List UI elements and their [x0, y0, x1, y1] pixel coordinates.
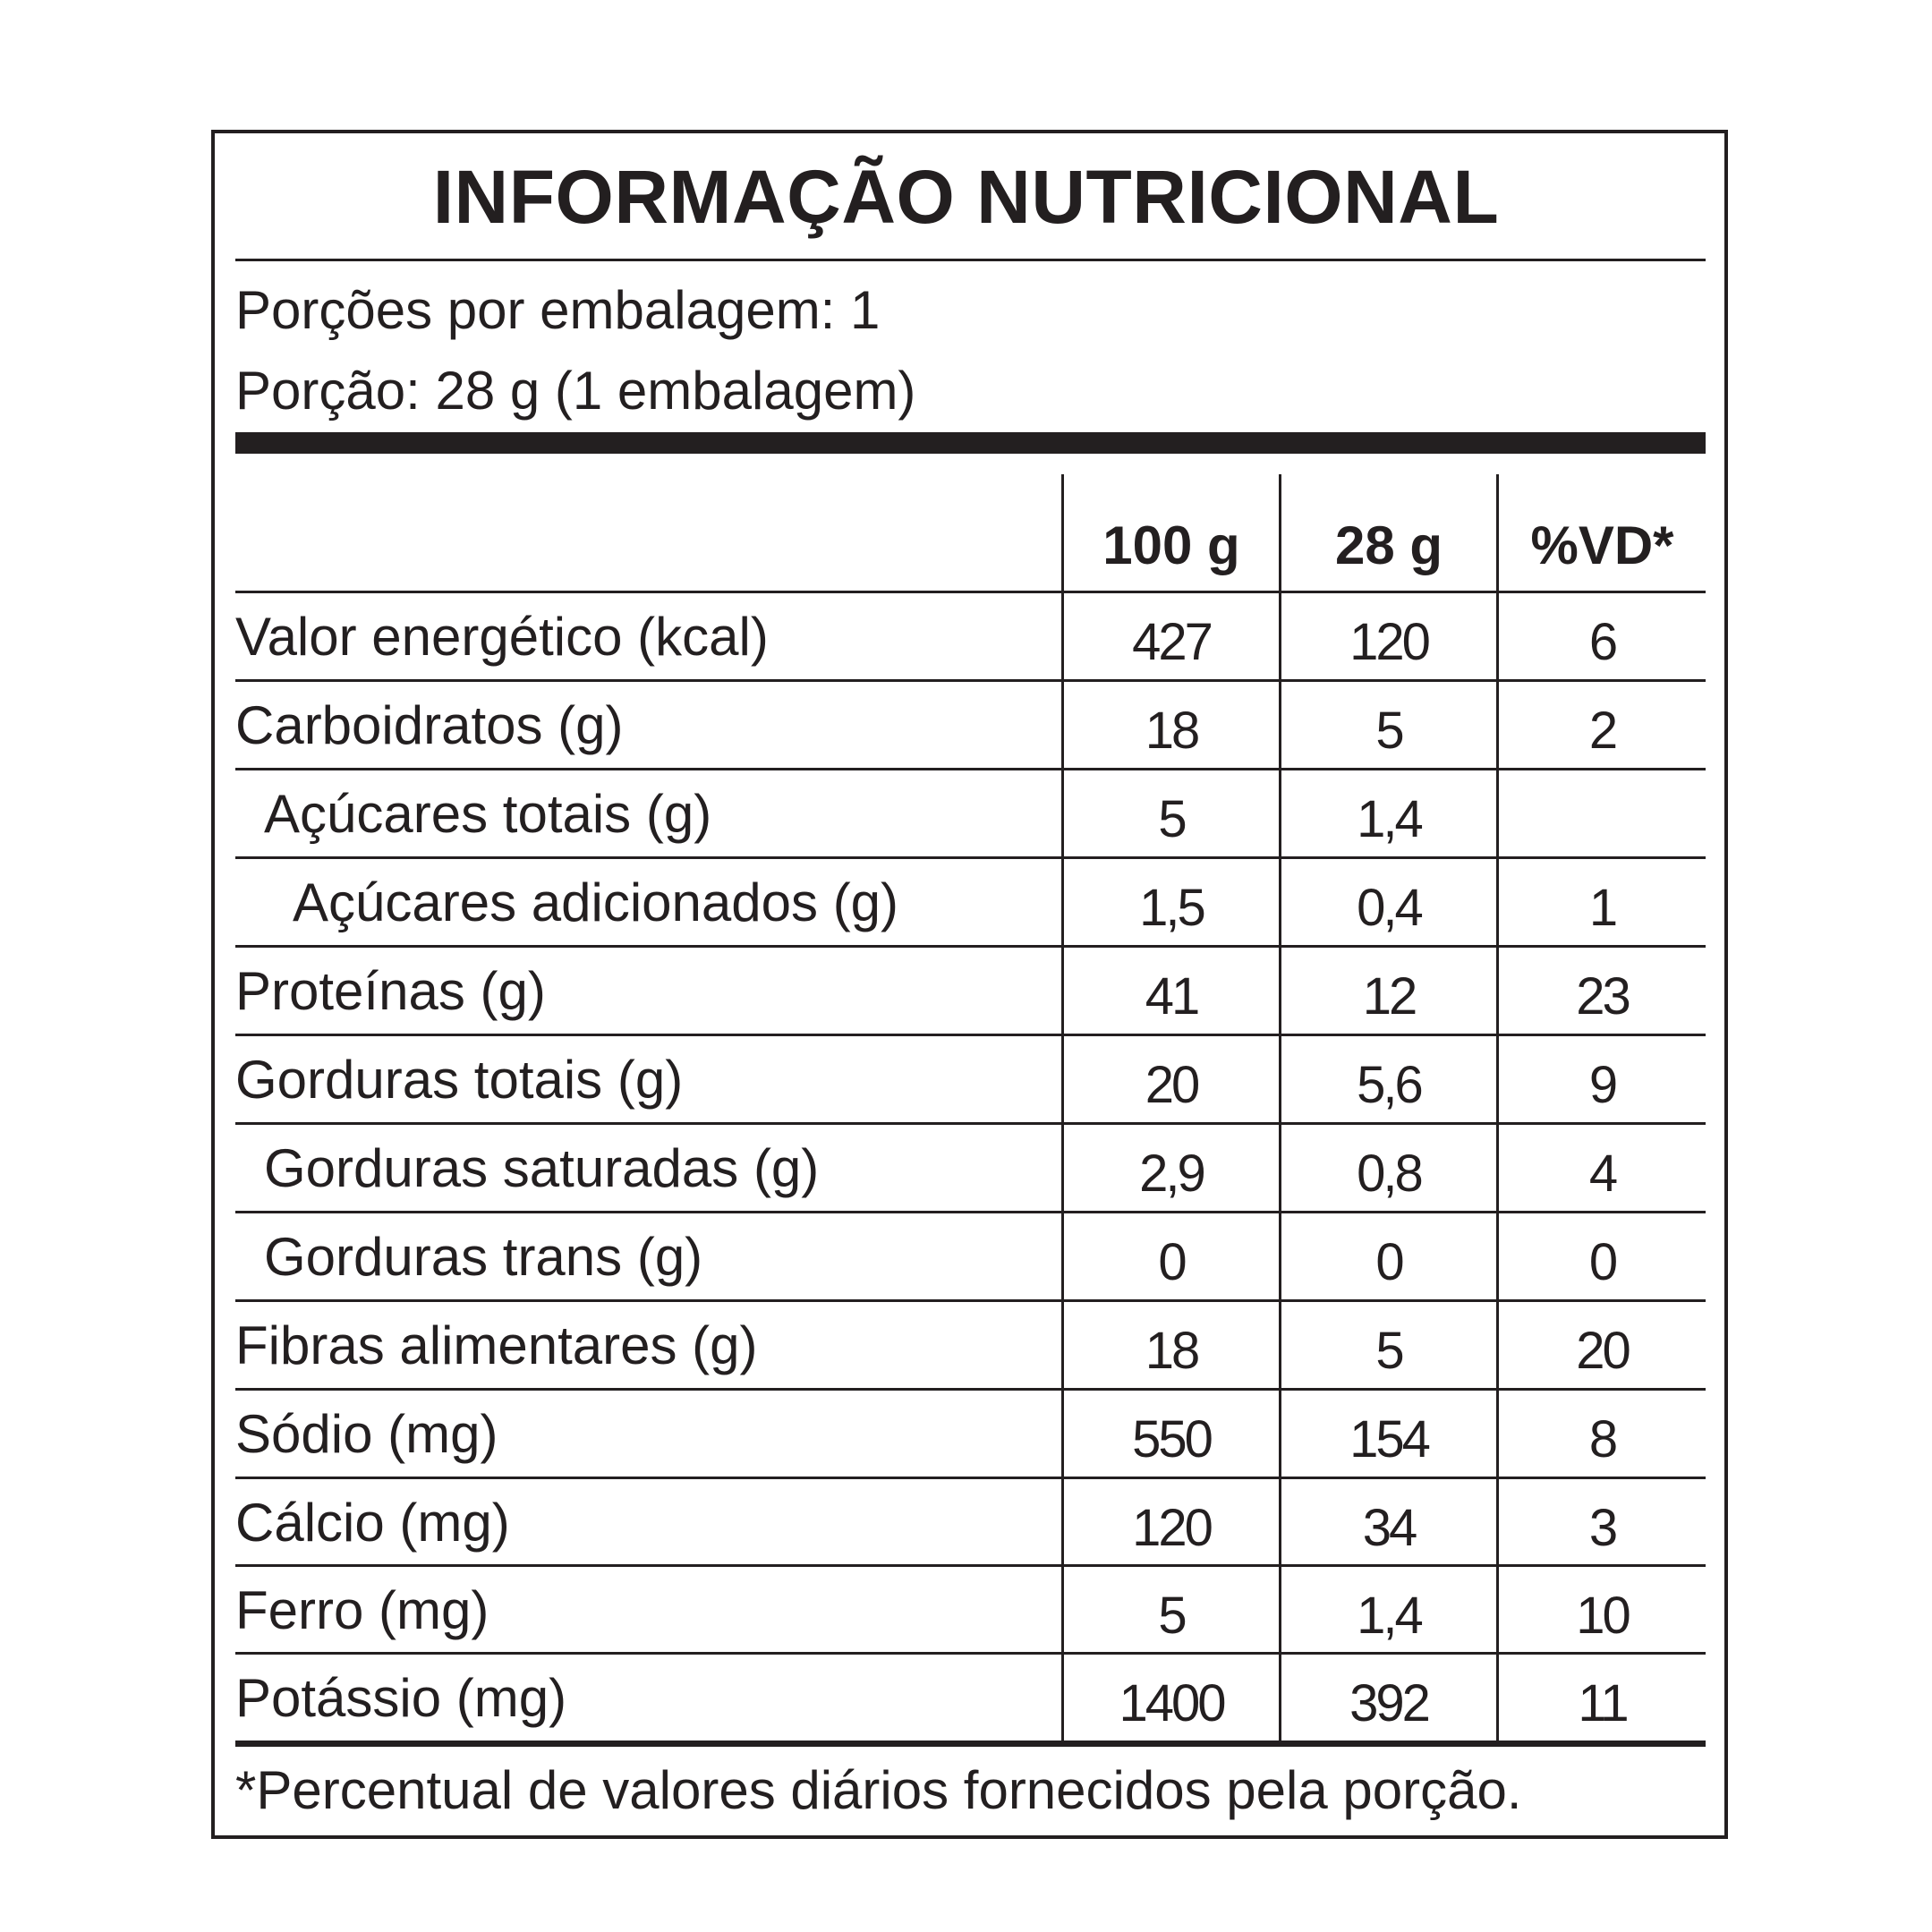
title-divider: [235, 259, 1706, 261]
percent-daily-value: 8: [1588, 1409, 1616, 1468]
value-per-portion: 0,8: [1357, 1144, 1421, 1203]
value-per-100g: 41: [1145, 966, 1198, 1026]
percent-daily-value: 0: [1588, 1232, 1616, 1291]
table-row: [0, 948, 1932, 1035]
table-row: [0, 682, 1932, 770]
nutrient-name: Carboidratos (g): [235, 695, 624, 755]
table-row: [0, 1302, 1932, 1390]
value-per-100g: 120: [1132, 1498, 1211, 1557]
serving-divider: [235, 432, 1706, 454]
nutrient-name: Sódio (mg): [235, 1404, 498, 1464]
table-row: [0, 770, 1932, 858]
table-row: [0, 1213, 1932, 1301]
percent-daily-value: 11: [1578, 1673, 1627, 1732]
value-per-portion: 5,6: [1357, 1055, 1421, 1114]
value-per-100g: 18: [1145, 701, 1198, 760]
table-row: [0, 1479, 1932, 1567]
value-per-100g: 1400: [1119, 1673, 1224, 1732]
nutrient-name: Gorduras saturadas (g): [264, 1138, 820, 1198]
value-per-portion: 120: [1349, 612, 1428, 671]
table-row: [0, 859, 1932, 947]
column-header-100g: 100 g: [1102, 515, 1240, 575]
table-row: [0, 1391, 1932, 1478]
column-header-vd: %VD*: [1530, 515, 1674, 575]
label-title: INFORMAÇÃO NUTRICIONAL: [432, 155, 1500, 239]
percent-daily-value: 6: [1588, 612, 1616, 671]
percent-daily-value: 10: [1576, 1586, 1629, 1645]
table-bottom-rule: [235, 1741, 1706, 1747]
column-header-portion: 28 g: [1334, 515, 1443, 575]
value-per-portion: 12: [1362, 966, 1416, 1026]
table-row: [0, 1125, 1932, 1213]
nutrient-name: Cálcio (mg): [235, 1493, 510, 1553]
value-per-100g: 0: [1158, 1232, 1185, 1291]
percent-daily-value: 9: [1588, 1055, 1616, 1114]
value-per-portion: 1,4: [1357, 1586, 1421, 1645]
nutrient-name: Gorduras trans (g): [264, 1227, 703, 1287]
value-per-portion: 154: [1349, 1409, 1428, 1468]
nutrient-name: Ferro (mg): [235, 1580, 489, 1640]
portion-size: Porção: 28 g (1 embalagem): [235, 361, 916, 421]
percent-daily-value: 2: [1588, 701, 1616, 760]
value-per-portion: 5: [1375, 701, 1402, 760]
portions-per-package: Porções por embalagem: 1: [235, 280, 881, 340]
nutrient-name: Valor energético (kcal): [235, 607, 769, 667]
value-per-portion: 1,4: [1357, 789, 1421, 848]
value-per-100g: 1,5: [1139, 878, 1204, 937]
percent-daily-value: 1: [1588, 878, 1616, 937]
percent-daily-value: 23: [1576, 966, 1629, 1026]
value-per-100g: 18: [1145, 1321, 1198, 1380]
footnote: *Percentual de valores diários fornecidos pela porção.: [235, 1760, 1522, 1820]
value-per-100g: 20: [1145, 1055, 1198, 1114]
value-per-100g: 2,9: [1139, 1144, 1204, 1203]
table-row: [0, 1036, 1932, 1124]
nutrient-name: Gorduras totais (g): [235, 1050, 684, 1110]
value-per-100g: 427: [1132, 612, 1211, 671]
nutrient-name: Proteínas (g): [235, 961, 546, 1021]
nutrient-name: Fibras alimentares (g): [235, 1315, 758, 1375]
value-per-portion: 5: [1375, 1321, 1402, 1380]
percent-daily-value: 3: [1588, 1498, 1616, 1557]
value-per-100g: 550: [1132, 1409, 1211, 1468]
value-per-portion: 392: [1349, 1673, 1428, 1732]
percent-daily-value: 20: [1576, 1321, 1629, 1380]
value-per-100g: 5: [1158, 789, 1185, 848]
value-per-100g: 5: [1158, 1586, 1185, 1645]
nutrient-name: Açúcares adicionados (g): [293, 872, 899, 932]
nutrient-name: Potássio (mg): [235, 1668, 567, 1728]
table-row: [0, 1567, 1932, 1655]
table-row: [0, 593, 1932, 681]
value-per-portion: 0: [1375, 1232, 1402, 1291]
percent-daily-value: 4: [1588, 1144, 1616, 1203]
table-row: [0, 1655, 1932, 1742]
value-per-portion: 34: [1362, 1498, 1416, 1557]
value-per-portion: 0,4: [1357, 878, 1421, 937]
nutrient-name: Açúcares totais (g): [264, 784, 712, 844]
